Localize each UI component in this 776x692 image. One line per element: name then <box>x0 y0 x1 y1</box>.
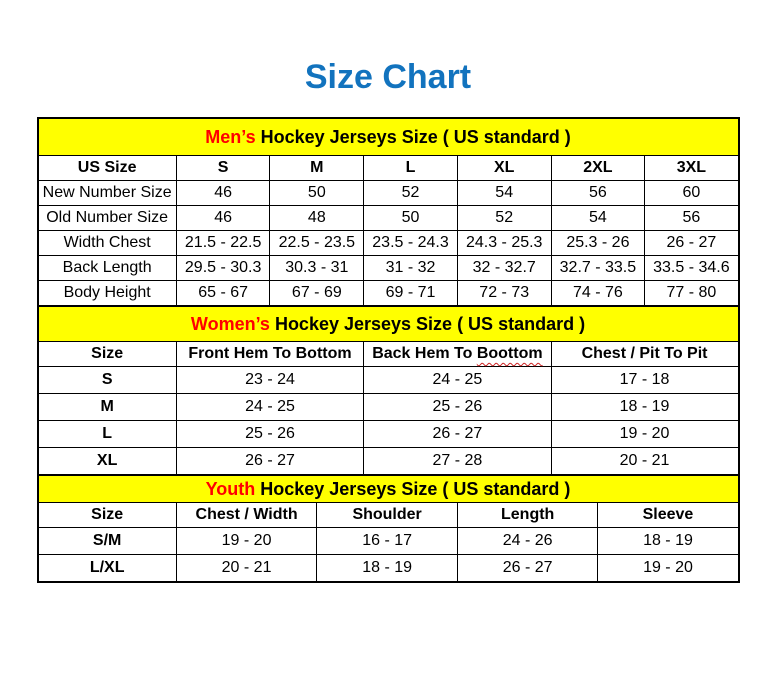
value-cell: 50 <box>270 181 364 206</box>
value-cell: 24.3 - 25.3 <box>457 231 551 256</box>
value-cell: 24 - 26 <box>457 528 598 555</box>
value-cell: 24 - 25 <box>364 367 551 394</box>
value-cell: 26 - 27 <box>457 555 598 583</box>
value-cell: 74 - 76 <box>551 281 645 307</box>
table-row <box>38 448 739 476</box>
value-cell: 69 - 71 <box>364 281 458 307</box>
column-header: 2XL <box>551 156 645 181</box>
value-cell: 50 <box>364 206 458 231</box>
column-header: Chest / Width <box>176 503 317 528</box>
row-label: S/M <box>38 528 177 555</box>
value-cell: 32.7 - 33.5 <box>551 256 645 281</box>
value-cell: 19 - 20 <box>598 555 739 583</box>
value-cell: 31 - 32 <box>364 256 458 281</box>
value-cell: 19 - 20 <box>551 421 738 448</box>
column-header: L <box>364 156 458 181</box>
section-band <box>38 118 739 156</box>
column-header: Size <box>38 503 177 528</box>
value-cell: 60 <box>645 181 739 206</box>
value-cell: 22.5 - 23.5 <box>270 231 364 256</box>
header-row <box>38 156 739 181</box>
value-cell: 25.3 - 26 <box>551 231 645 256</box>
table-row <box>38 528 739 555</box>
row-label: Back Length <box>38 256 177 281</box>
band-accent-text: Women’s <box>190 313 270 334</box>
header-row <box>38 342 739 367</box>
value-cell: 26 - 27 <box>364 421 551 448</box>
row-label: M <box>38 394 177 421</box>
row-label: Old Number Size <box>38 206 177 231</box>
band-rest-text: Hockey Jerseys Size ( US standard ) <box>269 313 586 334</box>
value-cell: 29.5 - 30.3 <box>176 256 270 281</box>
band-row <box>38 475 739 503</box>
column-header: XL <box>457 156 551 181</box>
value-cell: 17 - 18 <box>551 367 738 394</box>
table-row <box>38 181 739 206</box>
band-accent-text: Men’s <box>205 126 256 147</box>
mens-size-table <box>37 117 740 307</box>
value-cell: 46 <box>176 181 270 206</box>
value-cell: 65 - 67 <box>176 281 270 307</box>
value-cell: 24 - 25 <box>176 394 363 421</box>
value-cell: 33.5 - 34.6 <box>645 256 739 281</box>
value-cell: 16 - 17 <box>317 528 458 555</box>
value-cell: 52 <box>364 181 458 206</box>
size-tables-block <box>37 117 740 583</box>
misspelled-word: Boottom <box>476 345 543 362</box>
column-header: US Size <box>38 156 177 181</box>
column-header: S <box>176 156 270 181</box>
value-cell: 48 <box>270 206 364 231</box>
value-cell: 18 - 19 <box>598 528 739 555</box>
value-cell: 23 - 24 <box>176 367 363 394</box>
value-cell: 77 - 80 <box>645 281 739 307</box>
value-cell: 56 <box>645 206 739 231</box>
band-row <box>38 118 739 156</box>
column-header: M <box>270 156 364 181</box>
value-cell: 18 - 19 <box>317 555 458 583</box>
value-cell: 56 <box>551 181 645 206</box>
band-rest-text: Hockey Jerseys Size ( US standard ) <box>255 126 571 147</box>
value-cell: 25 - 26 <box>176 421 363 448</box>
value-cell: 52 <box>457 206 551 231</box>
row-label: L <box>38 421 177 448</box>
value-cell: 21.5 - 22.5 <box>176 231 270 256</box>
band-rest-text: Hockey Jerseys Size ( US standard ) <box>255 478 571 499</box>
section-band <box>38 475 739 503</box>
value-cell: 26 - 27 <box>645 231 739 256</box>
band-row <box>38 306 739 342</box>
value-cell: 67 - 69 <box>270 281 364 307</box>
value-cell: 19 - 20 <box>176 528 317 555</box>
table-row <box>38 231 739 256</box>
row-label: Width Chest <box>38 231 177 256</box>
row-label: New Number Size <box>38 181 177 206</box>
table-row <box>38 281 739 307</box>
column-header: Shoulder <box>317 503 458 528</box>
womens-size-table <box>37 305 740 476</box>
table-row <box>38 394 739 421</box>
value-cell: 54 <box>457 181 551 206</box>
column-header: Chest / Pit To Pit <box>551 342 738 367</box>
table-row <box>38 555 739 583</box>
row-label: L/XL <box>38 555 177 583</box>
value-cell: 18 - 19 <box>551 394 738 421</box>
youth-size-table <box>37 474 740 583</box>
table-row <box>38 367 739 394</box>
column-header: Sleeve <box>598 503 739 528</box>
table-row <box>38 206 739 231</box>
value-cell: 20 - 21 <box>176 555 317 583</box>
value-cell: 32 - 32.7 <box>457 256 551 281</box>
row-label: S <box>38 367 177 394</box>
value-cell: 72 - 73 <box>457 281 551 307</box>
value-cell: 23.5 - 24.3 <box>364 231 458 256</box>
page-title: Size Chart <box>304 58 472 96</box>
section-band <box>38 306 739 342</box>
column-header: Front Hem To Bottom <box>176 342 363 367</box>
value-cell: 46 <box>176 206 270 231</box>
column-header: Size <box>38 342 177 367</box>
value-cell: 27 - 28 <box>364 448 551 476</box>
header-row <box>38 503 739 528</box>
column-header: Back Hem To Boottom <box>364 342 551 367</box>
value-cell: 30.3 - 31 <box>270 256 364 281</box>
table-row <box>38 421 739 448</box>
row-label: Body Height <box>38 281 177 307</box>
column-header: Length <box>457 503 598 528</box>
column-header: 3XL <box>645 156 739 181</box>
value-cell: 25 - 26 <box>364 394 551 421</box>
band-accent-text: Youth <box>205 478 256 499</box>
table-row <box>38 256 739 281</box>
value-cell: 54 <box>551 206 645 231</box>
value-cell: 20 - 21 <box>551 448 738 476</box>
value-cell: 26 - 27 <box>176 448 363 476</box>
row-label: XL <box>38 448 177 476</box>
